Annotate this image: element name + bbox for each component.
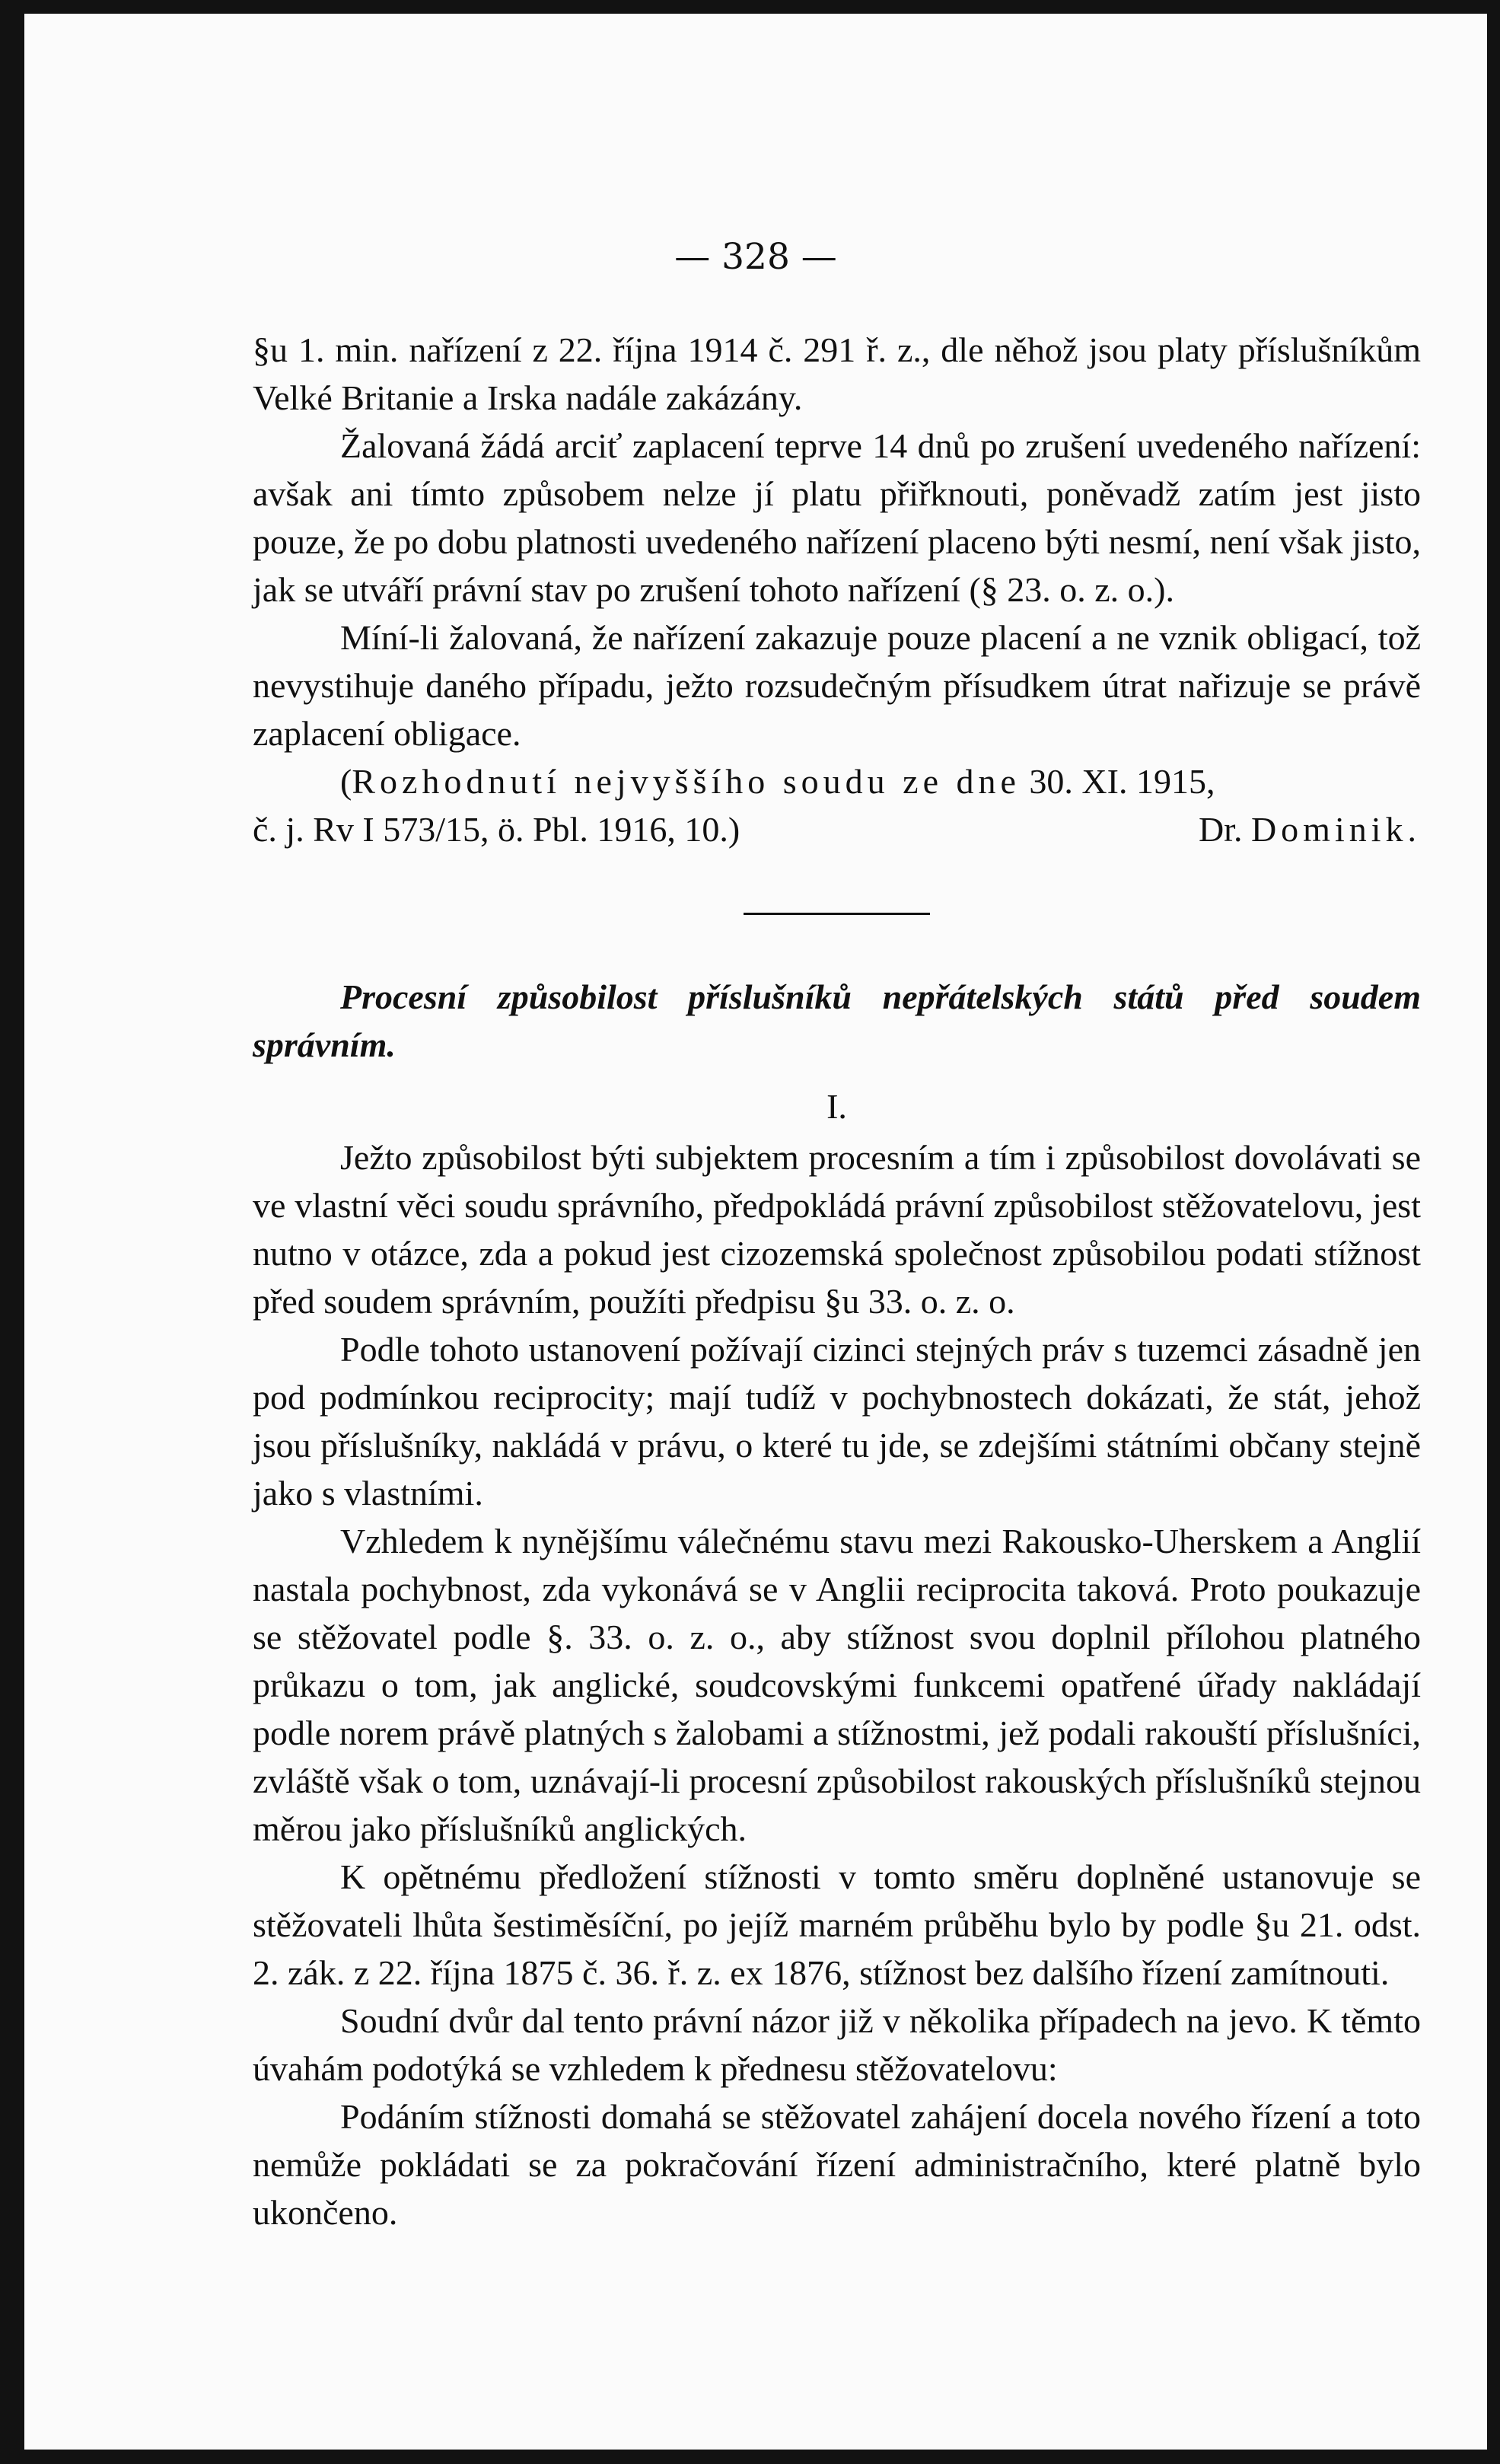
paragraph-3: Míní-li žalovaná, že nařízení zakazuje pouze placení a ne vznik obligací, tož nevystihuje daného případu, ježto rozsudečným přísudkem útrat nařizuje se právě zaplacení obligace. [253,618,1421,753]
page-content [253,326,1421,2236]
document-page [24,14,1487,2450]
section-divider [744,913,930,915]
section-paragraph-6: Podáním stížnosti domahá se stěžovatel zahájení docela nového řízení a toto nemůže pokládati se za pokračování řízení administračního, které platně bylo ukončeno. [253,2097,1421,2232]
case-reference: č. j. Rv I 573/15, ö. Pbl. 1916, 10.) [253,810,740,849]
paragraph-1: §u 1. min. nařízení z 22. října 1914 č. 291 ř. z., dle něhož jsou platy příslušníkům Velké Britanie a Irska nadále zakázány. [253,330,1421,417]
section-paragraph-3: Vzhledem k nynějšímu válečnému stavu mezi Rakousko-Uherskem a Anglií nastala pochybnost, zda vykonává se v Anglii reciprocita taková. Proto poukazuje se stěžovatel podle §. 33. o. z. o., aby stížnost svou doplnil přílohou platného průkazu o tom, jak anglické, soudcovskými funkcemi opatřené úřady nakládají podle norem právě platných s žalobami a stížnostmi, jež podali rakouští příslušníci, zvláště však o tom, uznávají-li procesní způsobilost rakouských příslušníků stejnou měrou jako příslušníků anglických. [253,1522,1421,1848]
page-number: — 328 — [674,236,837,278]
citation-open-paren: ( [340,762,352,801]
section-roman-numeral: I. [826,1087,847,1126]
section-paragraph-5: Soudní dvůr dal tento právní názor již v několika případech na jevo. K těmto úvahám podotýká se vzhledem k přednesu stěžovatelovu: [253,2001,1421,2088]
citation-reference-line [253,805,1421,853]
author [1199,805,1421,853]
author-title: Dr. [1198,810,1251,849]
section-paragraph-2: Podle tohoto ustanovení požívají cizinci stejných práv s tuzemci zásadně jen pod podmínkou reciprocity; mají tudíž v pochybnostech dokázati, že stát, jehož jsou příslušníky, nakládá v právu, o které tu jde, se zdejšími státními občany stejně jako s vlastními. [253,1330,1421,1513]
section-paragraph-4: K opětnému předložení stížnosti v tomto směru doplněné ustanovuje se stěžovateli lhůta šestiměsíční, po jejíž marném průběhu bylo by podle §u 21. odst. 2. zák. z 22. října 1875 č. 36. ř. z. ex 1876, stížnost bez dalšího řízení zamítnouti. [253,1857,1421,1992]
section-paragraph-1: Ježto způsobilost býti subjektem procesním a tím i způsobilost dovolávati se ve vlastní věci soudu správního, předpokládá právní způsobilost stěžovatelovu, jest nutno v otázce, zda a pokud jest cizozemská společnost způsobilou podati stížnost před soudem správním, použíti předpisu §u 33. o. z. o. [253,1138,1421,1321]
decision-citation [253,757,1421,805]
decision-date: 30. XI. 1915, [1020,762,1215,801]
paragraph-2: Žalovaná žádá arciť zaplacení teprve 14 dnů po zrušení uvedeného nařízení: avšak ani tímto způsobem nelze jí platu přiřknouti, poněvadž zatím jest jisto pouze, že po dobu platnosti uvedeného nařízení placeno býti nesmí, není však jisto, jak se utváří právní stav po zrušení tohoto nařízení (§ 23. o. z. o.). [253,426,1421,609]
section-title: Procesní způsobilost příslušníků nepřátelských států před soudem správním. [253,977,1421,1064]
author-name: Dominik. [1250,810,1421,849]
court-name: Rozhodnutí nejvyššího soudu ze dne [352,762,1021,801]
